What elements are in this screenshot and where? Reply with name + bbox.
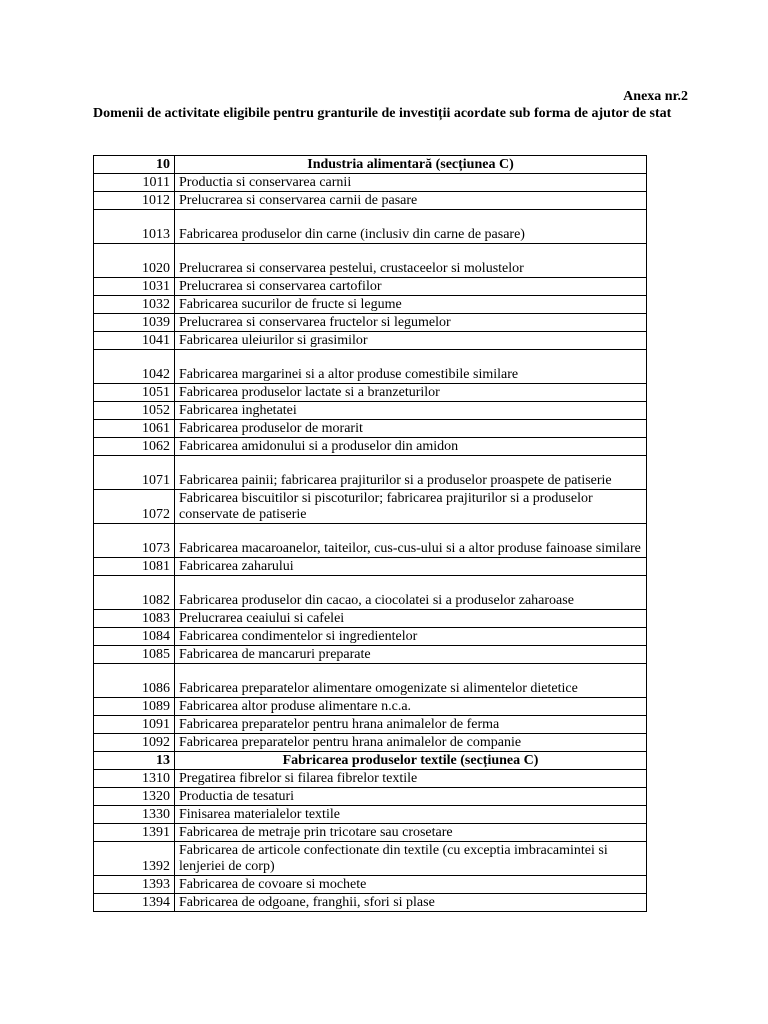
annex-number: Anexa nr.2 [623,89,688,104]
activity-code: 1051 [94,384,175,402]
table-row [94,296,647,314]
table-row [94,628,647,646]
table-row [94,332,647,350]
activity-codes-table [93,155,647,912]
activity-code: 1391 [94,824,175,842]
table-row [94,734,647,752]
table-row [94,174,647,192]
activity-code: 1012 [94,192,175,210]
table-row [94,824,647,842]
table-row [94,806,647,824]
table-row [94,402,647,420]
activity-description: Fabricarea preparatelor alimentare omogenizate si alimentelor dietetice [175,664,647,698]
table-row [94,490,647,524]
table-row [94,842,647,876]
table-row [94,698,647,716]
table-row [94,788,647,806]
table-row [94,716,647,734]
table-row [94,420,647,438]
activity-code: 1084 [94,628,175,646]
activity-description: Fabricarea uleiurilor si grasimilor [175,332,647,350]
activity-description: Finisarea materialelor textile [175,806,647,824]
table-row [94,610,647,628]
activity-description: Fabricarea biscuitilor si piscoturilor; fabricarea prajiturilor si a produselor conservate de patiserie [175,490,647,524]
table-row [94,314,647,332]
activity-code: 1041 [94,332,175,350]
activity-description: Fabricarea de mancaruri preparate [175,646,647,664]
activity-code: 1011 [94,174,175,192]
activity-code: 1394 [94,894,175,912]
activity-description: Fabricarea produselor din carne (inclusiv din carne de pasare) [175,210,647,244]
activity-code: 13 [94,752,175,770]
activity-code: 1061 [94,420,175,438]
activity-code: 1089 [94,698,175,716]
activity-code: 1310 [94,770,175,788]
activity-code: 1083 [94,610,175,628]
activity-code: 1085 [94,646,175,664]
table-row [94,770,647,788]
table-row [94,192,647,210]
activity-description: Fabricarea produselor textile (secțiunea C) [175,752,647,770]
activity-description: Pregatirea fibrelor si filarea fibrelor textile [175,770,647,788]
activity-description: Fabricarea amidonului si a produselor din amidon [175,438,647,456]
table-row [94,876,647,894]
table-row [94,438,647,456]
activity-description: Prelucrarea ceaiului si cafelei [175,610,647,628]
activity-code: 1393 [94,876,175,894]
activity-code: 1081 [94,558,175,576]
activity-description: Fabricarea preparatelor pentru hrana animalelor de companie [175,734,647,752]
activity-description: Fabricarea preparatelor pentru hrana animalelor de ferma [175,716,647,734]
activity-description: Fabricarea de covoare si mochete [175,876,647,894]
document-title: Domenii de activitate eligibile pentru granturile de investiții acordate sub forma de ajutor de stat [93,106,672,121]
activity-code: 1082 [94,576,175,610]
activity-code: 1091 [94,716,175,734]
activity-code: 1020 [94,244,175,278]
activity-description: Fabricarea produselor de morarit [175,420,647,438]
activity-code: 1330 [94,806,175,824]
activity-description: Fabricarea condimentelor si ingredientelor [175,628,647,646]
activity-code: 1013 [94,210,175,244]
activity-description: Prelucrarea si conservarea fructelor si legumelor [175,314,647,332]
table-row [94,646,647,664]
table-row [94,524,647,558]
table-row [94,576,647,610]
activity-code: 1039 [94,314,175,332]
activity-description: Fabricarea de odgoane, franghii, sfori si plase [175,894,647,912]
section-header-row [94,752,647,770]
table-row [94,456,647,490]
activity-description: Fabricarea zaharului [175,558,647,576]
section-header-row [94,156,647,174]
activity-code: 1092 [94,734,175,752]
activity-code: 1392 [94,842,175,876]
activity-description: Prelucrarea si conservarea cartofilor [175,278,647,296]
activity-description: Fabricarea sucurilor de fructe si legume [175,296,647,314]
activity-description: Fabricarea produselor din cacao, a ciocolatei si a produselor zaharoase [175,576,647,610]
activity-code: 1052 [94,402,175,420]
activity-code: 1031 [94,278,175,296]
activity-description: Prelucrarea si conservarea pestelui, crustaceelor si molustelor [175,244,647,278]
activity-description: Fabricarea de metraje prin tricotare sau crosetare [175,824,647,842]
activity-code: 1042 [94,350,175,384]
activity-description: Fabricarea de articole confectionate din textile (cu exceptia imbracamintei si lenjeriei de corp) [175,842,647,876]
activity-description: Fabricarea margarinei si a altor produse comestibile similare [175,350,647,384]
table-row [94,210,647,244]
activity-code: 1086 [94,664,175,698]
table-row [94,244,647,278]
activity-code: 1032 [94,296,175,314]
table-row [94,278,647,296]
activity-description: Industria alimentară (secțiunea C) [175,156,647,174]
activity-code: 1062 [94,438,175,456]
table-row [94,558,647,576]
activity-code: 1073 [94,524,175,558]
table-row [94,894,647,912]
table-row [94,384,647,402]
activity-code: 1071 [94,456,175,490]
table-row [94,664,647,698]
activity-description: Fabricarea painii; fabricarea prajiturilor si a produselor proaspete de patiserie [175,456,647,490]
activity-description: Productia de tesaturi [175,788,647,806]
activity-description: Fabricarea altor produse alimentare n.c.a. [175,698,647,716]
table-row [94,350,647,384]
activity-description: Fabricarea produselor lactate si a branzeturilor [175,384,647,402]
activity-code: 1072 [94,490,175,524]
activity-code: 10 [94,156,175,174]
table-body [94,156,647,912]
activity-description: Prelucrarea si conservarea carnii de pasare [175,192,647,210]
activity-code: 1320 [94,788,175,806]
activity-description: Fabricarea inghetatei [175,402,647,420]
activity-description: Fabricarea macaroanelor, taiteilor, cus-cus-ului si a altor produse fainoase similare [175,524,647,558]
activity-description: Productia si conservarea carnii [175,174,647,192]
